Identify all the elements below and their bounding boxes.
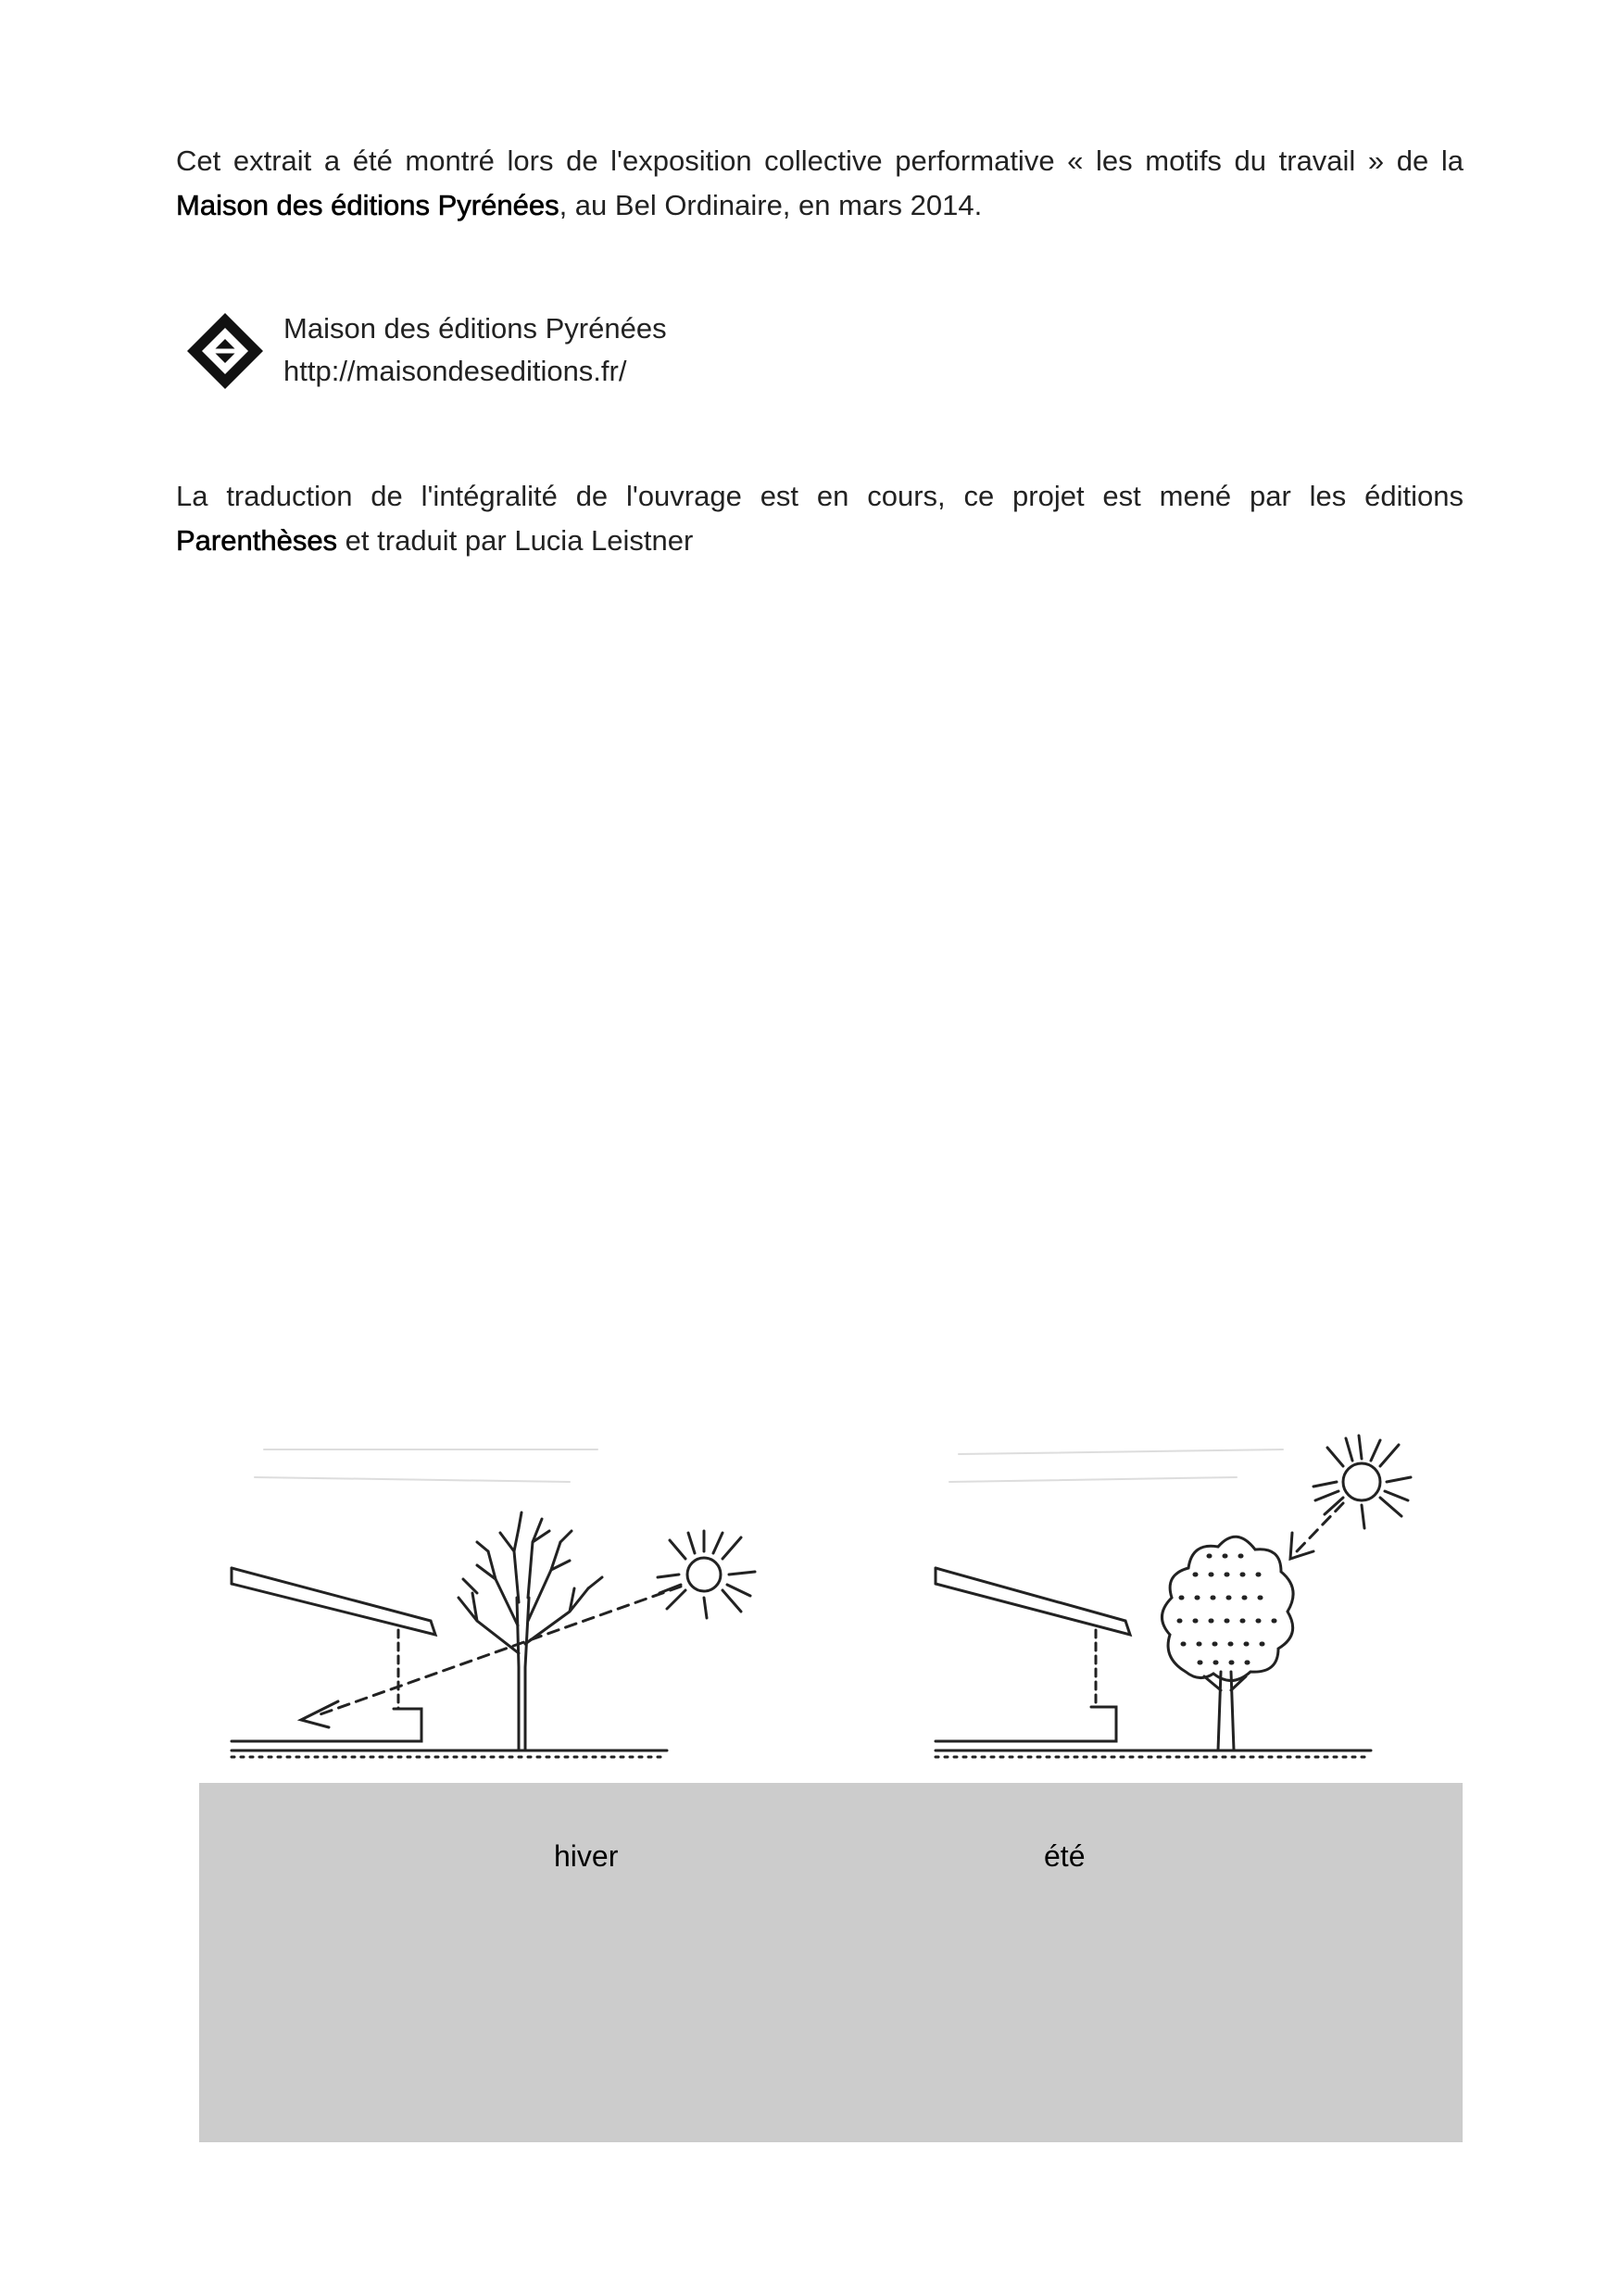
caption-winter: hiver bbox=[554, 1839, 619, 1873]
summer-scene bbox=[936, 1436, 1411, 1757]
caption-panel bbox=[199, 1783, 1463, 2142]
publisher-block bbox=[185, 307, 834, 400]
winter-bare-tree bbox=[459, 1512, 602, 1750]
summer-sun bbox=[1313, 1436, 1411, 1528]
faint-background-lines bbox=[255, 1449, 1283, 1482]
translation-text-1: La traduction de l'intégralité de l'ouvrage est en cours, ce projet est mené par les éditions bbox=[176, 480, 1464, 512]
publisher-name: Maison des éditions Pyrénées bbox=[283, 312, 667, 345]
winter-ground bbox=[232, 1750, 667, 1757]
summer-ground bbox=[936, 1750, 1371, 1757]
publisher-logo-icon bbox=[185, 311, 265, 391]
intro-text-2: , au Bel Ordinaire, en mars 2014. bbox=[559, 189, 983, 221]
summer-house bbox=[936, 1568, 1130, 1741]
intro-paragraph bbox=[176, 139, 1464, 228]
seasonal-sun-illustration bbox=[199, 1412, 1496, 1783]
caption-summer: été bbox=[1044, 1839, 1086, 1873]
summer-leafy-tree bbox=[1162, 1537, 1293, 1750]
translation-text-2: et traduit par Lucia Leistner bbox=[337, 524, 694, 557]
summer-sun-ray bbox=[1290, 1503, 1343, 1559]
intro-text-1: Cet extrait a été montré lors de l'exposition collective performative « les motifs du travail » de la bbox=[176, 144, 1464, 177]
translation-paragraph bbox=[176, 474, 1464, 563]
winter-sun bbox=[658, 1531, 755, 1618]
publisher-url[interactable]: http://maisondeseditions.fr/ bbox=[283, 355, 627, 387]
winter-sun-ray bbox=[301, 1587, 681, 1727]
winter-scene bbox=[232, 1512, 755, 1757]
intro-org-name: Maison des éditions Pyrénées bbox=[176, 189, 559, 221]
translation-publisher-name: Parenthèses bbox=[176, 524, 338, 557]
winter-house bbox=[232, 1568, 435, 1741]
